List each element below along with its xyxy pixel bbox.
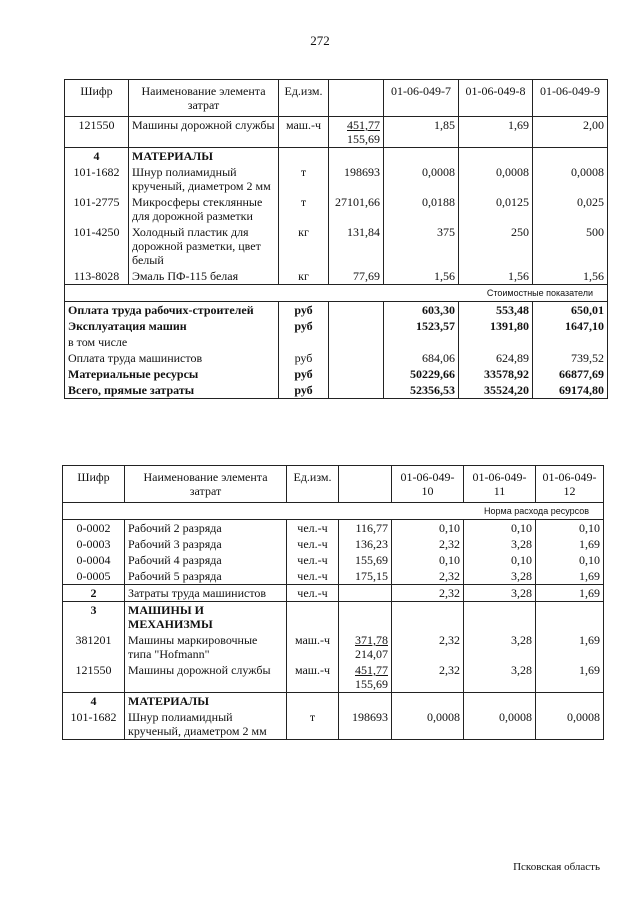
cell-value: 0,0188 [384, 194, 459, 224]
cell-name: Шнур полиамидный крученый, диаметром 2 мм [125, 709, 287, 740]
header-col-9: 01-06-049-9 [533, 80, 608, 117]
summary-value: 603,30 [384, 302, 459, 319]
cell-value: 3,28 [464, 632, 536, 662]
cell-price: 136,23 [339, 536, 392, 552]
summary-value: 50229,66 [384, 366, 459, 382]
table-row [63, 520, 604, 537]
cell-value: 0,0008 [384, 164, 459, 194]
cell-unit: маш.-ч [287, 632, 339, 662]
summary-unit: руб [279, 350, 329, 366]
summary-unit: руб [279, 366, 329, 382]
cell-value: 0,0008 [533, 164, 608, 194]
cell-name: Затраты труда машинистов [125, 585, 287, 602]
cell-value: 3,28 [464, 568, 536, 585]
cell-name: Шнур полиамидный крученый, диаметром 2 мм [129, 164, 279, 194]
cell-value: 500 [533, 224, 608, 268]
cell-value: 375 [384, 224, 459, 268]
resource-table-2 [62, 465, 604, 740]
cell-code: 0-0003 [63, 536, 125, 552]
cell-code: 101-1682 [63, 709, 125, 740]
cell-value: 2,32 [392, 632, 464, 662]
cell-value: 1,69 [536, 585, 604, 602]
cell-price: 116,77 [339, 520, 392, 537]
section-row [65, 148, 608, 165]
summary-value: 650,01 [533, 302, 608, 319]
cell-value: 3,28 [464, 536, 536, 552]
summary-label: Материальные ресурсы [65, 366, 279, 382]
price-top: 451,77 [347, 118, 380, 132]
price-bottom: 155,69 [355, 677, 388, 691]
cost-indicators-label: Стоимостные показатели [65, 285, 608, 302]
cell-value: 0,025 [533, 194, 608, 224]
cell-code: 0-0002 [63, 520, 125, 537]
cell-price: 155,69 [339, 552, 392, 568]
summary-value: 66877,69 [533, 366, 608, 382]
cell-price: 198693 [339, 709, 392, 740]
cell-code: 4 [63, 693, 125, 710]
header-unit: Ед.изм. [279, 80, 329, 117]
summary-row [65, 334, 608, 350]
header-unit: Ед.изм. [287, 466, 339, 503]
summary-value: 624,89 [459, 350, 533, 366]
cell-price: 27101,66 [329, 194, 384, 224]
table-row [63, 662, 604, 693]
cell-name: Рабочий 3 разряда [125, 536, 287, 552]
summary-label: Эксплуатация машин [65, 318, 279, 334]
summary-value: 553,48 [459, 302, 533, 319]
cell-price: 77,69 [329, 268, 384, 285]
cell-unit: чел.-ч [287, 552, 339, 568]
table-row [65, 224, 608, 268]
summary-label: Всего, прямые затраты [65, 382, 279, 399]
summary-label: Оплата труда рабочих-строителей [65, 302, 279, 319]
cell-code: 101-1682 [65, 164, 129, 194]
summary-label: Оплата труда машинистов [65, 350, 279, 366]
summary-value: 1391,80 [459, 318, 533, 334]
section-title: МАТЕРИАЛЫ [129, 148, 279, 165]
table-header-row [63, 466, 604, 503]
resource-norm-label: Норма расхода ресурсов [63, 503, 604, 520]
summary-unit: руб [279, 302, 329, 319]
footer-region-label: Псковская область [513, 861, 600, 873]
cell-value: 3,28 [464, 662, 536, 693]
cell-unit: кг [279, 224, 329, 268]
table-row [63, 632, 604, 662]
table-row [65, 268, 608, 285]
cell-name: Машины дорожной службы [125, 662, 287, 693]
section-title: МАШИНЫ И МЕХАНИЗМЫ [125, 602, 287, 633]
cell-unit: т [279, 194, 329, 224]
cell-unit: маш.-ч [287, 662, 339, 693]
table-row [65, 117, 608, 148]
table-row [63, 536, 604, 552]
cell-name: Машины маркировочные типа "Hofmann" [125, 632, 287, 662]
cell-value: 0,0008 [392, 709, 464, 740]
cell-unit: чел.-ч [287, 585, 339, 602]
subheader-row [63, 503, 604, 520]
summary-value: 684,06 [384, 350, 459, 366]
price-bottom: 214,07 [355, 647, 388, 661]
cell-code: 121550 [65, 117, 129, 148]
summary-value: 52356,53 [384, 382, 459, 399]
header-name: Наименование элемента затрат [125, 466, 287, 503]
section-title: МАТЕРИАЛЫ [125, 693, 287, 710]
cell-name: Микросферы стеклянные для дорожной разметки [129, 194, 279, 224]
cell-unit: чел.-ч [287, 568, 339, 585]
cell-code: 0-0004 [63, 552, 125, 568]
cell-value: 2,32 [392, 536, 464, 552]
cell-value: 1,56 [533, 268, 608, 285]
cell-value: 2,32 [392, 585, 464, 602]
summary-value: 1523,57 [384, 318, 459, 334]
cell-price: 175,15 [339, 568, 392, 585]
summary-unit: руб [279, 382, 329, 399]
table-row [63, 568, 604, 585]
cell-unit: т [287, 709, 339, 740]
cell-price [339, 662, 392, 693]
cell-value: 1,85 [384, 117, 459, 148]
header-col-7: 01-06-049-7 [384, 80, 459, 117]
resource-table-1 [64, 79, 608, 399]
cell-price: 131,84 [329, 224, 384, 268]
cell-value: 0,10 [464, 552, 536, 568]
cell-value: 1,69 [536, 632, 604, 662]
cell-value: 0,10 [392, 552, 464, 568]
table-header-row [65, 80, 608, 117]
summary-label: в том числе [65, 334, 279, 350]
cell-value: 0,0008 [464, 709, 536, 740]
summary-row [65, 350, 608, 366]
header-name: Наименование элемента затрат [129, 80, 279, 117]
cell-value: 0,0008 [536, 709, 604, 740]
cell-value: 0,10 [464, 520, 536, 537]
header-col-12: 01-06-049-12 [536, 466, 604, 503]
table-row [65, 194, 608, 224]
cell-unit: кг [279, 268, 329, 285]
summary-row [65, 366, 608, 382]
cell-value: 0,0125 [459, 194, 533, 224]
section-row [63, 693, 604, 710]
cell-code: 101-4250 [65, 224, 129, 268]
page-number: 272 [310, 33, 330, 48]
cell-value: 1,69 [459, 117, 533, 148]
cell-code: 4 [65, 148, 129, 165]
table-row [63, 585, 604, 602]
cell-price: 198693 [329, 164, 384, 194]
cell-price [329, 117, 384, 148]
cell-unit: чел.-ч [287, 536, 339, 552]
cell-unit: т [279, 164, 329, 194]
cell-unit: маш.-ч [279, 117, 329, 148]
price-bottom: 155,69 [347, 132, 380, 146]
cell-value: 250 [459, 224, 533, 268]
cell-name: Рабочий 5 разряда [125, 568, 287, 585]
table-row [63, 709, 604, 740]
cell-code: 381201 [63, 632, 125, 662]
cell-name: Холодный пластик для дорожной разметки, цвет белый [129, 224, 279, 268]
header-col-11: 01-06-049-11 [464, 466, 536, 503]
cell-value: 2,32 [392, 568, 464, 585]
table-row [63, 552, 604, 568]
cell-code: 2 [63, 585, 125, 602]
summary-value: 69174,80 [533, 382, 608, 399]
cell-value: 0,10 [536, 552, 604, 568]
subheader-row [65, 285, 608, 302]
cell-value: 2,00 [533, 117, 608, 148]
price-top: 371,78 [355, 633, 388, 647]
header-price [329, 80, 384, 117]
cell-unit: чел.-ч [287, 520, 339, 537]
cell-code: 113-8028 [65, 268, 129, 285]
summary-row [65, 318, 608, 334]
summary-value: 35524,20 [459, 382, 533, 399]
summary-value: 33578,92 [459, 366, 533, 382]
summary-value: 739,52 [533, 350, 608, 366]
summary-row [65, 302, 608, 319]
cell-value: 2,32 [392, 662, 464, 693]
cell-code: 101-2775 [65, 194, 129, 224]
section-row [63, 602, 604, 633]
cell-value: 3,28 [464, 585, 536, 602]
header-code: Шифр [63, 466, 125, 503]
summary-row [65, 382, 608, 399]
cell-price [339, 632, 392, 662]
cell-name: Рабочий 2 разряда [125, 520, 287, 537]
summary-unit: руб [279, 318, 329, 334]
cell-code: 3 [63, 602, 125, 633]
table-row [65, 164, 608, 194]
cell-value: 1,69 [536, 536, 604, 552]
cell-value: 1,69 [536, 568, 604, 585]
cell-name: Машины дорожной службы [129, 117, 279, 148]
cell-value: 0,0008 [459, 164, 533, 194]
cell-name: Рабочий 4 разряда [125, 552, 287, 568]
cell-value: 0,10 [392, 520, 464, 537]
header-col-10: 01-06-049-10 [392, 466, 464, 503]
cell-code: 0-0005 [63, 568, 125, 585]
cell-value: 1,69 [536, 662, 604, 693]
cell-value: 1,56 [384, 268, 459, 285]
header-price [339, 466, 392, 503]
cell-value: 0,10 [536, 520, 604, 537]
summary-value: 1647,10 [533, 318, 608, 334]
cell-value: 1,56 [459, 268, 533, 285]
cell-name: Эмаль ПФ-115 белая [129, 268, 279, 285]
header-code: Шифр [65, 80, 129, 117]
cell-code: 121550 [63, 662, 125, 693]
header-col-8: 01-06-049-8 [459, 80, 533, 117]
price-top: 451,77 [355, 663, 388, 677]
cell-price [339, 585, 392, 602]
